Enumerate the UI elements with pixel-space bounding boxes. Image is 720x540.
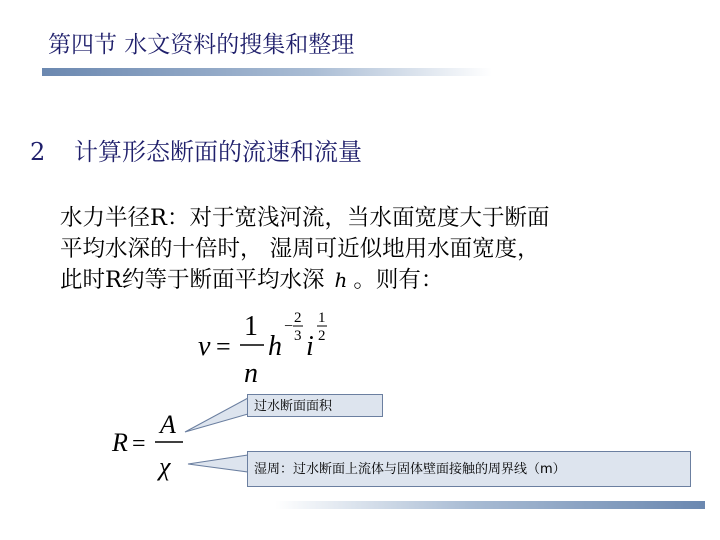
velocity-equals: = [216,332,231,361]
perimeter-callout: 湿周：过水断面上流体与固体壁面接触的周界线（m） [247,451,691,487]
velocity-lhs: v [198,331,211,362]
slide-title: 第四节 水文资料的搜集和整理 [48,32,355,58]
depth-exponent-denominator: 3 [294,328,302,344]
mean-depth-symbol: h [334,268,348,292]
area-callout-pointer [185,398,248,432]
radius-lhs: R [112,428,128,457]
depth-exponent-numerator: 2 [294,310,302,326]
paragraph-line-3-end: 。则有： [353,267,444,293]
area-callout: 过水断面面积 [247,394,383,417]
radius-equals: = [132,431,146,457]
section-number: 2 [30,138,46,166]
paragraph-line-3-start: 此时R约等于断面平均水深 [60,267,325,293]
radius-numerator: A [160,410,176,439]
section-heading-text: 计算形态断面的流速和流量 [74,138,362,166]
depth-variable: h [268,331,282,362]
radius-denominator: χ [159,452,171,481]
slope-exponent-numerator: 1 [318,310,326,326]
paragraph-line-2: 平均水深的十倍时， 湿周可近似地用水面宽度， [60,236,540,262]
velocity-denominator: n [244,358,258,389]
slope-exponent-denominator: 2 [318,328,326,344]
velocity-numerator: 1 [244,311,258,342]
footer-bar [275,501,705,509]
slope-variable: i [306,331,314,362]
paragraph-line-1: 水力半径R：对于宽浅河流，当水面宽度大于断面 [60,205,550,231]
depth-exponent-minus: − [284,318,294,335]
perimeter-callout-pointer [188,455,248,472]
